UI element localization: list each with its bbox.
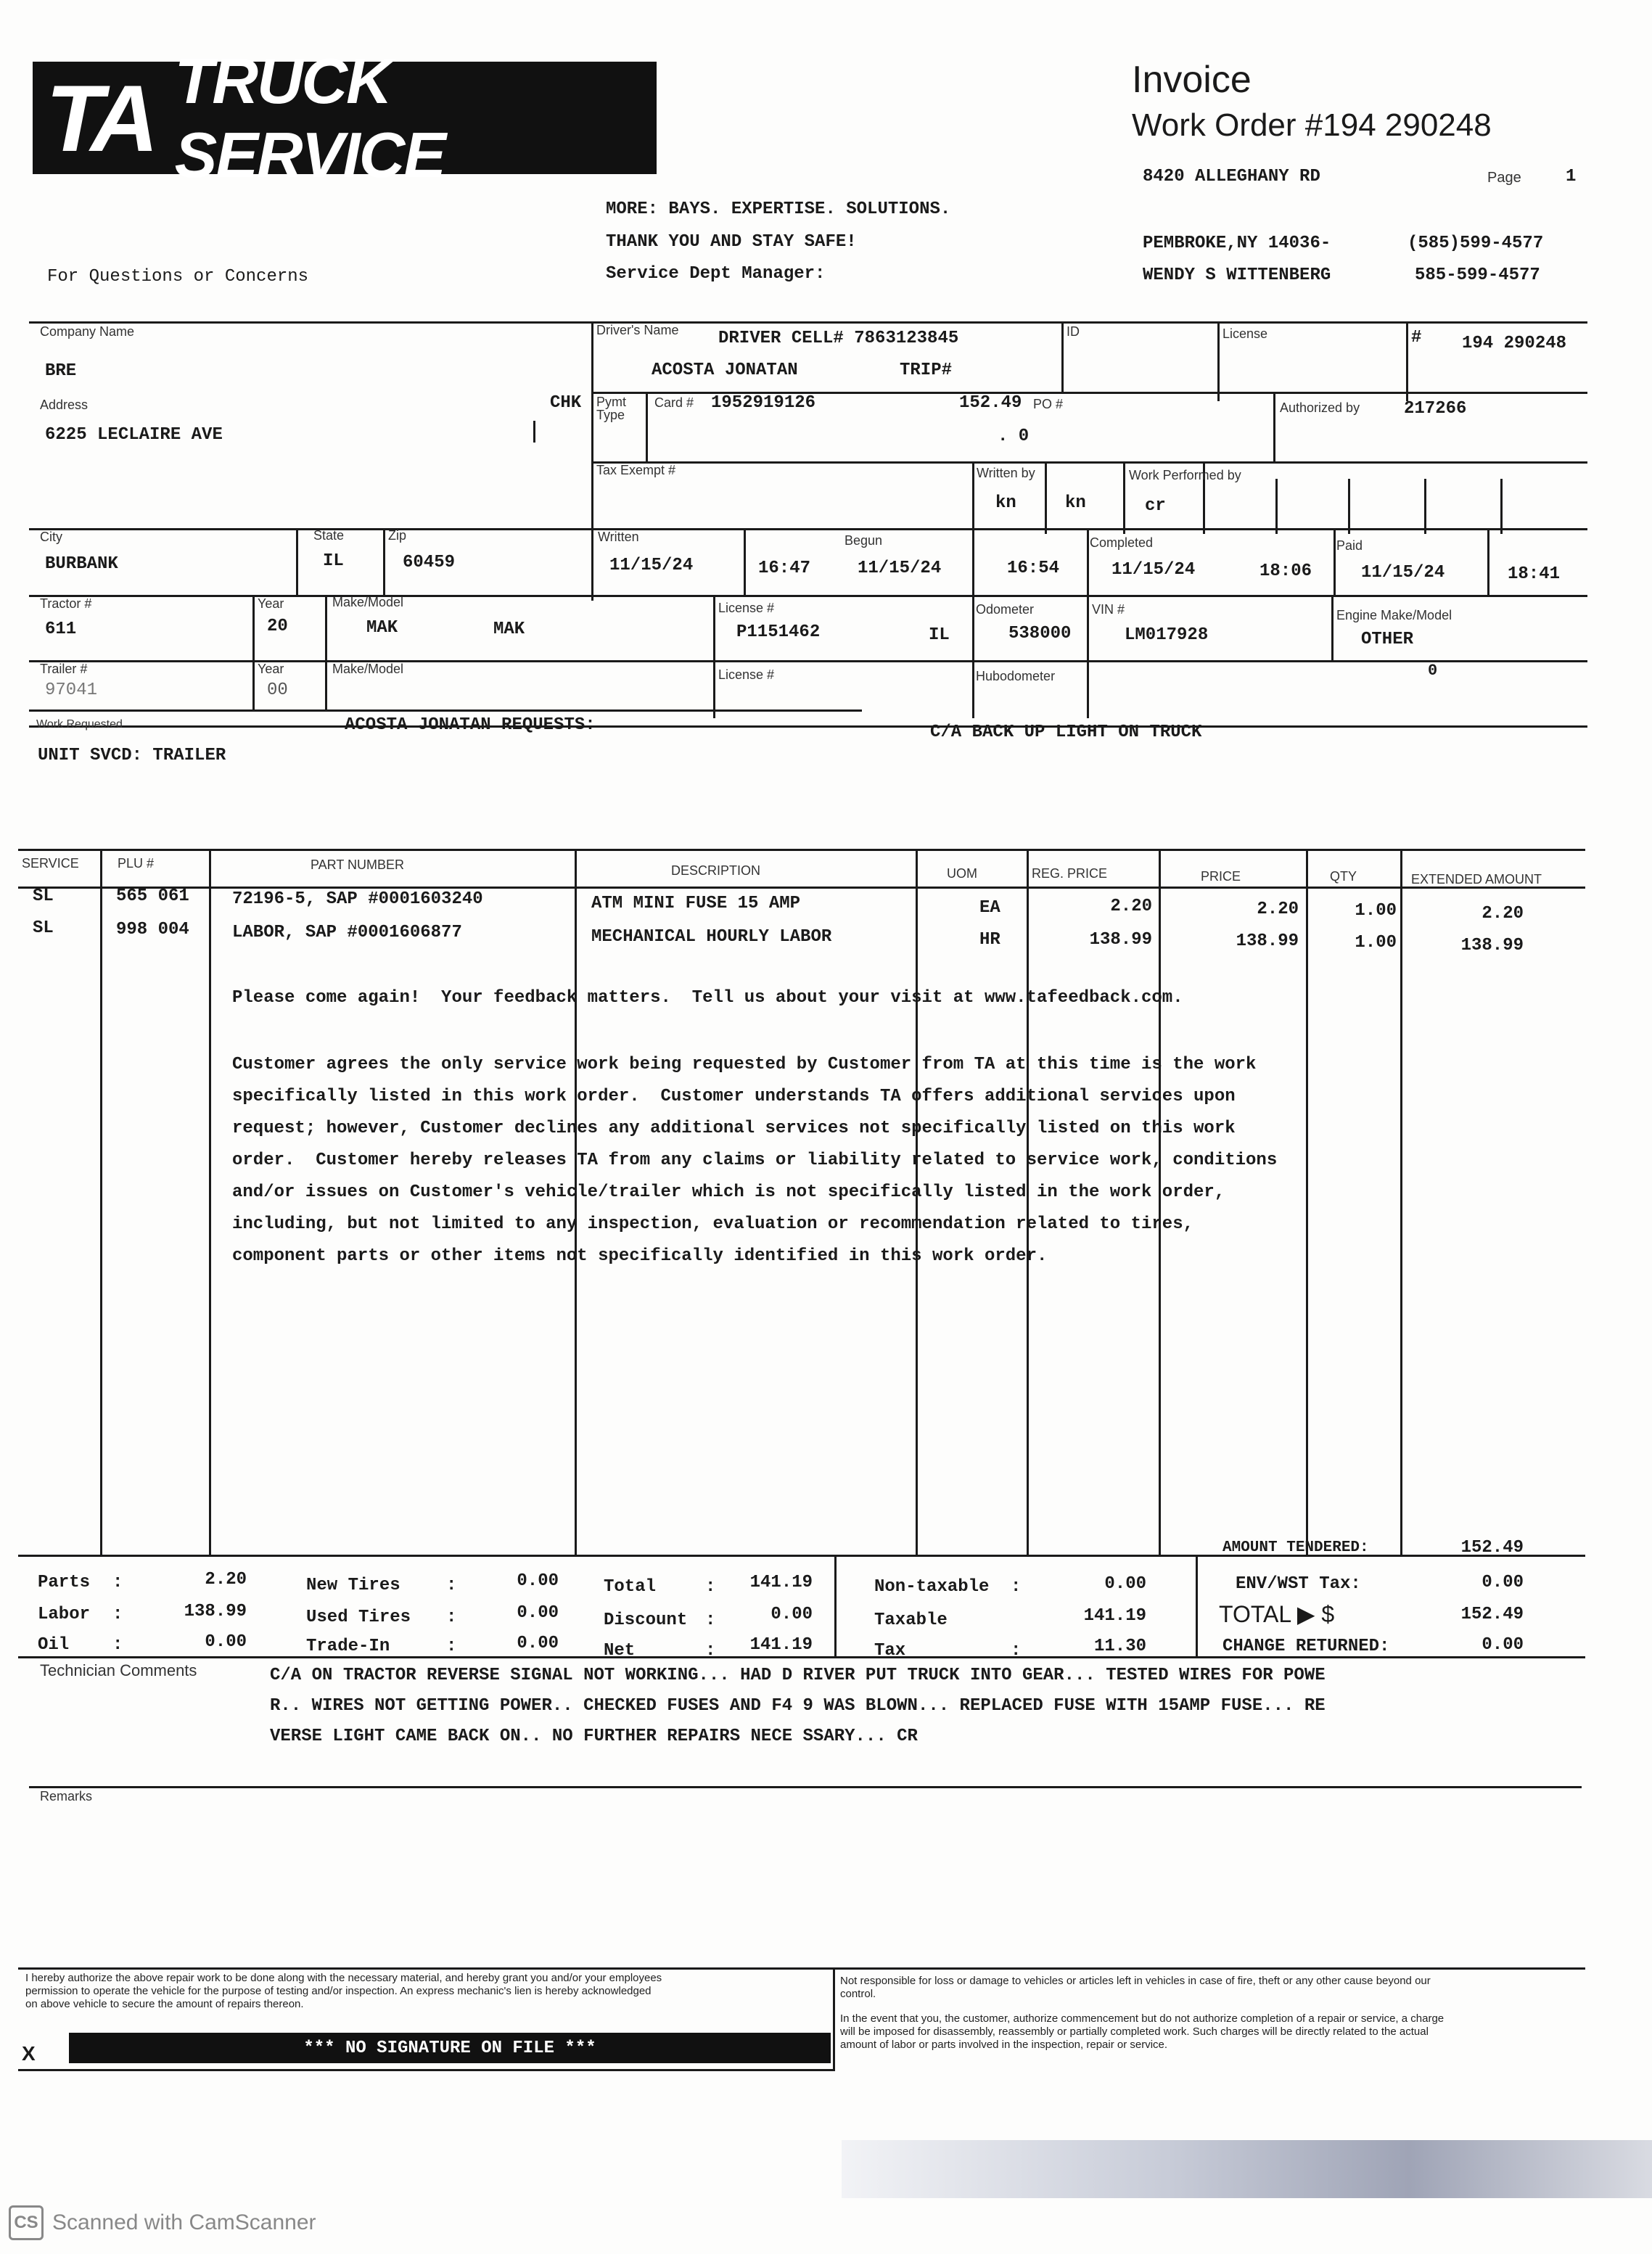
row2-extended: 138.99 xyxy=(1460,936,1524,955)
invoice-title: Invoice xyxy=(1132,59,1252,101)
row1-description: ATM MINI FUSE 15 AMP xyxy=(591,894,801,913)
row1-service: SL xyxy=(33,887,54,906)
trailer-make-model-label: Make/Model xyxy=(332,662,404,676)
row2-price: 138.99 xyxy=(1236,931,1299,951)
po-label: PO # xyxy=(1033,397,1064,411)
not-responsible-line: Not responsible for loss or damage to vehicles or articles left in vehicles in case of fire, theft or any other cause beyond our xyxy=(840,1975,1431,1987)
col-qty: QTY xyxy=(1330,869,1357,884)
commencement-line: will be imposed for disassembly, reassembly or partially completed work. Such charges will be directly related to the actual xyxy=(840,2025,1429,2038)
odometer-label: Odometer xyxy=(976,602,1035,617)
trailer-label: Trailer # xyxy=(40,662,88,676)
row2-plu: 998 004 xyxy=(116,920,189,939)
pymt-type-label: Pymt Type xyxy=(596,395,627,422)
row1-price: 2.20 xyxy=(1257,900,1299,919)
authorized-by-label: Authorized by xyxy=(1280,400,1360,415)
remarks-label: Remarks xyxy=(40,1789,93,1803)
paid-time: 18:41 xyxy=(1508,564,1561,584)
taxable-label: Taxable xyxy=(874,1611,948,1630)
row1-uom: EA xyxy=(979,898,1000,918)
tractor-license: P1151462 xyxy=(736,622,821,642)
written-label: Written xyxy=(598,530,639,544)
paid-label: Paid xyxy=(1336,538,1363,553)
new-tires-label: New Tires xyxy=(306,1576,400,1595)
year-label: Year xyxy=(258,596,284,611)
work-performed-by-label: Work Performed by xyxy=(1129,468,1241,482)
disclaimer-line: order. Customer hereby releases TA from any claims or liability related to service work, conditions xyxy=(232,1151,1278,1170)
disclaimer-line: request; however, Customer declines any additional services not specifically listed on this work xyxy=(232,1119,1236,1138)
camscanner-text: Scanned with CamScanner xyxy=(52,2210,316,2234)
row1-qty: 1.00 xyxy=(1355,901,1397,921)
begun-label: Begun xyxy=(845,533,883,548)
total-label: Total xyxy=(604,1577,657,1597)
trade-in-label: Trade-In xyxy=(306,1637,390,1656)
tractor-label: Tractor # xyxy=(40,596,92,611)
env-tax-label: ENV/WST Tax: xyxy=(1236,1574,1361,1594)
card-amount: 152.49 xyxy=(959,393,1022,413)
vin: LM017928 xyxy=(1125,625,1209,645)
engine: OTHER xyxy=(1361,630,1414,649)
license-label: License xyxy=(1222,326,1268,341)
non-taxable-amount: 0.00 xyxy=(1104,1574,1146,1594)
tax-exempt-label: Tax Exempt # xyxy=(596,463,676,477)
feedback-text: Please come again! Your feedback matters. Tell us about your visit at www.tafeedback.com. xyxy=(232,988,1183,1008)
technician-comments-label: Technician Comments xyxy=(40,1661,197,1679)
disclaimer-line: and/or issues on Customer's vehicle/trailer which is not specifically listed in the work order, xyxy=(232,1182,1225,1202)
card-cents: . 0 xyxy=(998,427,1030,446)
col-price: PRICE xyxy=(1201,869,1241,884)
camscanner-watermark xyxy=(9,2205,316,2240)
completed-date: 11/15/24 xyxy=(1111,560,1196,580)
oil-colon: : xyxy=(112,1635,123,1655)
row1-reg-price: 2.20 xyxy=(1110,897,1152,916)
not-responsible-line: control. xyxy=(840,1988,876,2000)
commencement-line: In the event that you, the customer, authorize commencement but do not authorize completion of a repair or service, a charge xyxy=(840,2012,1445,2025)
parts-label: Parts xyxy=(38,1573,91,1592)
hubodometer-label: Hubodometer xyxy=(976,669,1056,683)
row2-service: SL xyxy=(33,918,54,938)
col-extended: EXTENDED AMOUNT xyxy=(1411,872,1542,887)
col-plu: PLU # xyxy=(118,856,155,871)
parts-colon: : xyxy=(112,1573,123,1592)
amount-tendered: 152.49 xyxy=(1460,1538,1524,1558)
used-tires-colon: : xyxy=(446,1608,457,1627)
discount-label: Discount xyxy=(604,1611,688,1630)
tax-label: Tax xyxy=(874,1641,906,1661)
not-responsible-text xyxy=(840,1975,1573,2001)
taxable-amount: 141.19 xyxy=(1083,1606,1146,1626)
net-amount: 141.19 xyxy=(749,1635,813,1655)
authorize-line: I hereby authorize the above repair work to be done along with the necessary material, and hereby grant you and/or your employees xyxy=(25,1972,662,1984)
col-reg-price: REG. PRICE xyxy=(1032,866,1108,881)
shop-city-state-zip: PEMBROKE,NY 14036- xyxy=(1143,234,1331,253)
discount-amount: 0.00 xyxy=(770,1605,813,1624)
tractor-license-label: License # xyxy=(718,601,775,615)
driver-cell: DRIVER CELL# 7863123845 xyxy=(718,329,959,348)
total-amount: 141.19 xyxy=(749,1573,813,1592)
used-tires-label: Used Tires xyxy=(306,1608,411,1627)
engine-value: 0 xyxy=(1428,662,1438,680)
customer-state: IL xyxy=(323,551,344,571)
unit-serviced: UNIT SVCD: TRAILER xyxy=(38,746,226,765)
row2-description: MECHANICAL HOURLY LABOR xyxy=(591,927,832,947)
non-taxable-label: Non-taxable xyxy=(874,1577,990,1597)
ta-truck-service-logo xyxy=(33,44,657,191)
chk-label: CHK xyxy=(550,393,582,413)
odometer: 538000 xyxy=(1008,624,1072,643)
order-number: 194 290248 xyxy=(1462,334,1567,353)
commencement-text xyxy=(840,2012,1573,2052)
disclaimer-line: component parts or other items not specifically identified in this work order. xyxy=(232,1246,1048,1266)
col-part-number: PART NUMBER xyxy=(311,857,405,872)
company-name-label: Company Name xyxy=(40,324,135,339)
written-by-label: Written by xyxy=(977,466,1035,480)
comment-line: R.. WIRES NOT GETTING POWER.. CHECKED FUSES AND F4 9 WAS BLOWN... REPLACED FUSE WITH 15AMP FUSE... RE xyxy=(270,1696,1326,1716)
manager-phone: 585-599-4577 xyxy=(1415,266,1540,285)
written-date: 11/15/24 xyxy=(609,556,694,575)
logo-text: TRUCK SERVICE xyxy=(174,44,445,191)
col-description: DESCRIPTION xyxy=(671,863,761,878)
new-tires-amount: 0.00 xyxy=(517,1571,559,1591)
id-label: ID xyxy=(1067,324,1080,339)
env-tax-amount: 0.00 xyxy=(1482,1573,1524,1592)
tractor-make: MAK xyxy=(366,618,398,638)
labor-colon: : xyxy=(112,1605,123,1624)
tractor-number: 611 xyxy=(45,620,77,639)
questions-label: For Questions or Concerns xyxy=(47,267,309,287)
grand-total-label: TOTAL ▶ $ xyxy=(1219,1601,1335,1627)
shop-address: 8420 ALLEGHANY RD xyxy=(1143,167,1320,186)
col-uom: UOM xyxy=(947,866,977,881)
tax-amount: 11.30 xyxy=(1093,1637,1146,1656)
change-returned-label: CHANGE RETURNED: xyxy=(1222,1637,1390,1656)
authorize-line: on above vehicle to secure the amount of repairs thereon. xyxy=(25,1998,304,2010)
commencement-line: amount of labor or parts involved in the inspection, repair or service. xyxy=(840,2039,1168,2051)
col-service: SERVICE xyxy=(22,856,79,871)
customer-address: 6225 LECLAIRE AVE xyxy=(45,425,223,445)
trailer-year-label: Year xyxy=(258,662,284,676)
written-by-1: kn xyxy=(995,493,1016,513)
trade-in-colon: : xyxy=(446,1637,457,1656)
tractor-year: 20 xyxy=(267,617,288,636)
scan-shadow-band xyxy=(842,2140,1652,2198)
net-colon: : xyxy=(705,1641,716,1661)
order-hash: # xyxy=(1411,328,1422,347)
trailer-license-label: License # xyxy=(718,667,775,682)
customer-zip: 60459 xyxy=(403,553,456,572)
written-time: 16:47 xyxy=(758,559,811,578)
net-label: Net xyxy=(604,1641,636,1661)
work-order-number: Work Order #194 290248 xyxy=(1132,107,1492,143)
oil-amount: 0.00 xyxy=(205,1632,247,1652)
signature-x: X xyxy=(22,2042,36,2065)
company-name: BRE xyxy=(45,361,77,381)
trailer-number: 97041 xyxy=(45,680,98,700)
authorized-by: 217266 xyxy=(1404,399,1467,419)
camscanner-icon: CS xyxy=(9,2205,44,2240)
comment-line: VERSE LIGHT CAME BACK ON.. NO FURTHER REPAIRS NECE SSARY... CR xyxy=(270,1727,918,1746)
row2-qty: 1.00 xyxy=(1355,933,1397,953)
disclaimer-line: Customer agrees the only service work being requested by Customer from TA at this time is the work xyxy=(232,1055,1257,1074)
drivers-name-label: Driver's Name xyxy=(596,323,679,337)
parts-amount: 2.20 xyxy=(205,1570,247,1589)
disclaimer-line: including, but not limited to any inspection, evaluation or recommendation related to tires, xyxy=(232,1214,1194,1234)
oil-label: Oil xyxy=(38,1635,70,1655)
manager-name: WENDY S WITTENBERG xyxy=(1143,266,1331,285)
discount-colon: : xyxy=(705,1611,716,1630)
begun-date: 11/15/24 xyxy=(858,559,942,578)
page-label: Page xyxy=(1487,170,1521,186)
authorize-text xyxy=(25,1972,831,2011)
non-taxable-colon: : xyxy=(1011,1577,1022,1597)
used-tires-amount: 0.00 xyxy=(517,1603,559,1623)
work-performed-by: cr xyxy=(1145,496,1166,516)
driver-name: ACOSTA JONATAN xyxy=(652,361,798,380)
tractor-license-state: IL xyxy=(929,625,950,645)
labor-label: Labor xyxy=(38,1605,91,1624)
manager-label: Service Dept Manager: xyxy=(606,264,826,284)
shop-phone: (585)599-4577 xyxy=(1408,234,1544,253)
tractor-model: MAK xyxy=(493,620,525,639)
row2-reg-price: 138.99 xyxy=(1089,930,1152,950)
card-label: Card # xyxy=(654,395,694,410)
logo-ta: TA xyxy=(46,65,153,171)
tagline: MORE: BAYS. EXPERTISE. SOLUTIONS. xyxy=(606,200,951,219)
row2-part: LABOR, SAP #0001606877 xyxy=(232,923,462,942)
trade-in-amount: 0.00 xyxy=(517,1634,559,1653)
completed-time: 18:06 xyxy=(1259,562,1312,581)
make-model-label: Make/Model xyxy=(332,595,404,609)
zip-label: Zip xyxy=(388,528,407,543)
work-request: C/A BACK UP LIGHT ON TRUCK xyxy=(930,723,1202,742)
completed-label: Completed xyxy=(1090,535,1154,550)
work-requested-label: Work Requested xyxy=(36,718,123,731)
amount-tendered-label: AMOUNT TENDERED: xyxy=(1222,1539,1369,1556)
work-requester: ACOSTA JONATAN REQUESTS: xyxy=(345,715,596,735)
card-number: 1952919126 xyxy=(711,393,816,413)
signature-bar: *** NO SIGNATURE ON FILE *** xyxy=(69,2033,831,2063)
begun-time: 16:54 xyxy=(1007,559,1060,578)
paid-date: 11/15/24 xyxy=(1361,563,1445,583)
address-label: Address xyxy=(40,398,89,412)
written-by-2: kn xyxy=(1065,493,1086,513)
vin-label: VIN # xyxy=(1092,602,1125,617)
row1-part: 72196-5, SAP #0001603240 xyxy=(232,889,483,909)
trailer-year: 00 xyxy=(267,680,288,700)
comment-line: C/A ON TRACTOR REVERSE SIGNAL NOT WORKING... HAD D RIVER PUT TRUCK INTO GEAR... TESTED WIRES FOR POWE xyxy=(270,1666,1326,1685)
disclaimer-line: specifically listed in this work order. Customer understands TA offers additional services upon xyxy=(232,1087,1236,1106)
change-returned-amount: 0.00 xyxy=(1482,1635,1524,1655)
new-tires-colon: : xyxy=(446,1576,457,1595)
page-number: 1 xyxy=(1566,167,1577,186)
total-colon: : xyxy=(705,1577,716,1597)
grand-total-amount: 152.49 xyxy=(1460,1605,1524,1624)
thank-you-text: THANK YOU AND STAY SAFE! xyxy=(606,232,857,252)
customer-city: BURBANK xyxy=(45,554,118,574)
trip-label: TRIP# xyxy=(900,361,953,380)
engine-label: Engine Make/Model xyxy=(1336,608,1452,622)
state-label: State xyxy=(313,528,345,543)
row1-plu: 565 061 xyxy=(116,887,189,906)
row1-extended: 2.20 xyxy=(1482,904,1524,924)
labor-amount: 138.99 xyxy=(184,1602,247,1621)
city-label: City xyxy=(40,530,62,544)
tax-colon: : xyxy=(1011,1641,1022,1661)
row2-uom: HR xyxy=(979,930,1000,950)
authorize-line: permission to operate the vehicle for the purpose of testing and/or inspection. An express mechanic's lien is hereby acknowledged xyxy=(25,1985,652,1997)
